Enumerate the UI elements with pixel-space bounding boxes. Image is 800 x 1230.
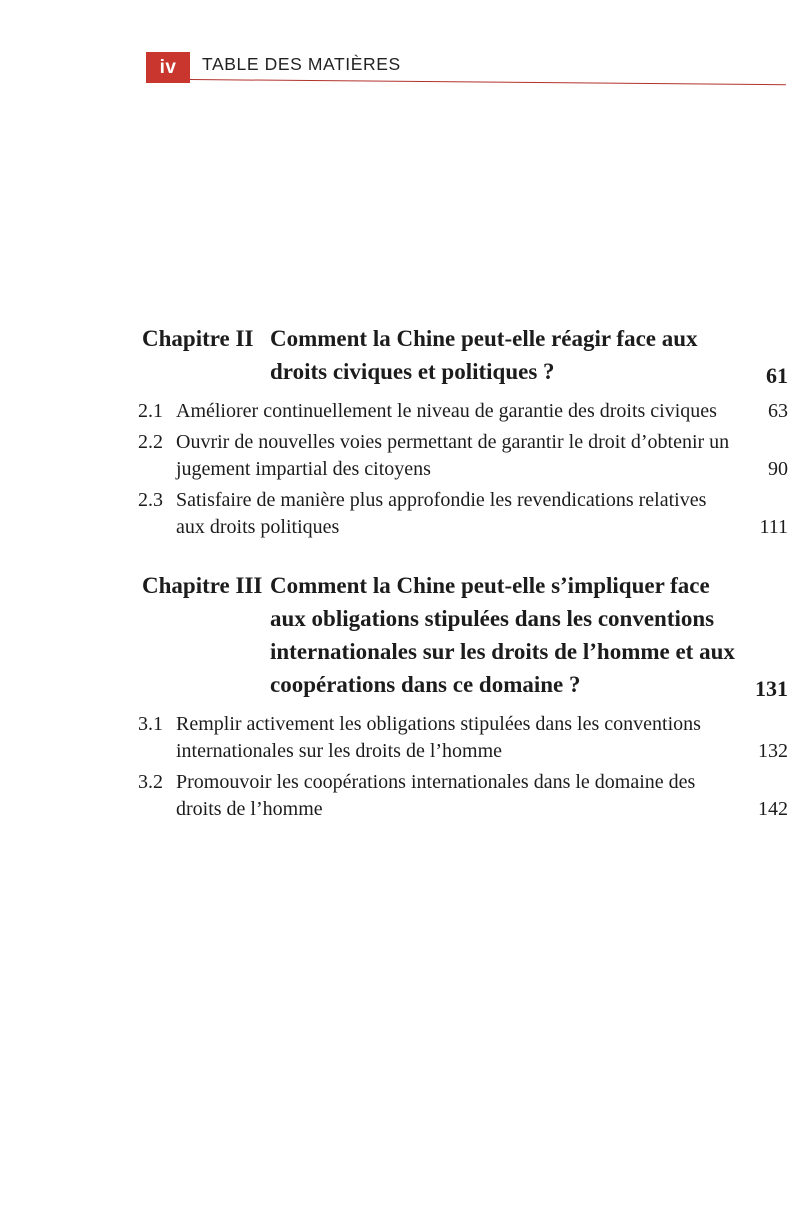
section-page-number: 132 [758,740,788,762]
toc-section-3-2[interactable] [138,769,788,823]
section-number: 2.1 [138,400,163,422]
section-title: Remplir activement les obligations stipulées dans les conventions internationales sur les droits de l’homme [176,713,701,762]
section-title: Améliorer continuellement le niveau de garantie des droits civiques [176,400,717,422]
chapter-page-number: 131 [755,676,788,701]
section-number: 3.2 [138,771,163,793]
section-number: 2.3 [138,489,163,511]
toc-chapter-3[interactable] [138,569,788,701]
toc-section-2-3[interactable] [138,487,788,541]
section-page-number: 142 [758,798,788,820]
section-page-number: 111 [759,516,788,538]
page-header [146,52,786,86]
toc-section-2-2[interactable] [138,429,788,483]
section-title: Promouvoir les coopérations internationales dans le domaine des droits de l’homme [176,771,696,820]
header-rule [190,79,786,85]
section-page-number: 63 [768,400,788,422]
toc-section-2-1[interactable] [138,398,788,425]
chapter-title: Comment la Chine peut-elle s’impliquer face aux obligations stipulées dans les conventions internationales sur les droits de l’homme et aux coopérations dans ce domaine ? [270,573,735,697]
running-title: TABLE DES MATIÈRES [202,54,401,74]
chapter-label: Chapitre II [142,326,254,351]
toc-chapter-2[interactable] [138,322,788,388]
section-number: 2.2 [138,431,163,453]
chapter-page-number: 61 [766,363,788,388]
toc-section-3-1[interactable] [138,711,788,765]
page-number-badge: iv [146,52,190,83]
section-number: 3.1 [138,713,163,735]
table-of-contents [138,322,788,823]
chapter-label: Chapitre III [142,573,263,598]
section-page-number: 90 [768,458,788,480]
section-title: Satisfaire de manière plus approfondie les revendications relatives aux droits politiques [176,489,707,538]
section-title: Ouvrir de nouvelles voies permettant de garantir le droit d’obtenir un jugement impartial des citoyens [176,431,730,480]
chapter-title: Comment la Chine peut-elle réagir face aux droits civiques et politiques ? [270,326,698,384]
